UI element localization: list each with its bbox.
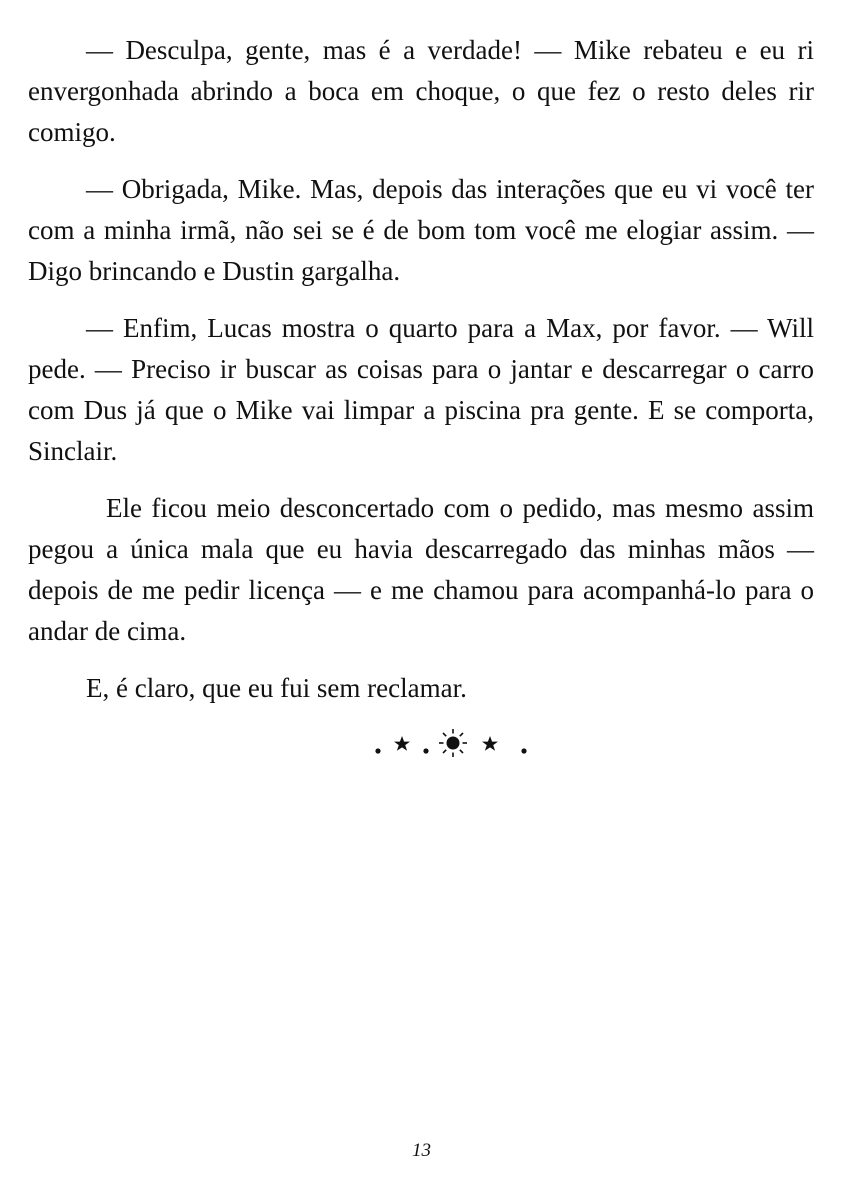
- chapter-text: [28, 30, 814, 725]
- paragraph-4: Ele ficou meio desconcertado com o pedido, mas mesmo assim pegou a única mala que eu havia descarregado das minhas mãos — depois de me pedir licença — e me chamou para acompanhá-lo para o andar de cima.: [28, 493, 814, 646]
- star-icon: [394, 736, 410, 751]
- star-icon: [482, 736, 498, 751]
- paragraph-5: E, é claro, que eu fui sem reclamar.: [86, 673, 467, 703]
- paragraph-1: — Desculpa, gente, mas é a verdade! — Mike rebateu e eu ri envergonhada abrindo a boca em choque, o que fez o resto deles rir comigo.: [28, 35, 814, 147]
- dot-icon: [375, 748, 380, 753]
- dot-icon: [423, 748, 428, 753]
- page-number: 13: [412, 1140, 431, 1161]
- paragraph-2: — Obrigada, Mike. Mas, depois das interações que eu vi você ter com a minha irmã, não sei se é de bom tom você me elogiar assim. — Digo brincando e Dustin gargalha.: [28, 174, 814, 286]
- sun-icon: [439, 729, 467, 757]
- paragraph-3: — Enfim, Lucas mostra o quarto para a Max, por favor. — Will pede. — Preciso ir buscar as coisas para o jantar e descarregar o carro com Dus já que o Mike vai limpar a piscina pra gente. E se comporta, Sinclair.: [28, 313, 814, 466]
- ornament-svg: [0, 725, 843, 765]
- scene-break-ornament: [0, 725, 843, 765]
- dot-icon: [521, 748, 526, 753]
